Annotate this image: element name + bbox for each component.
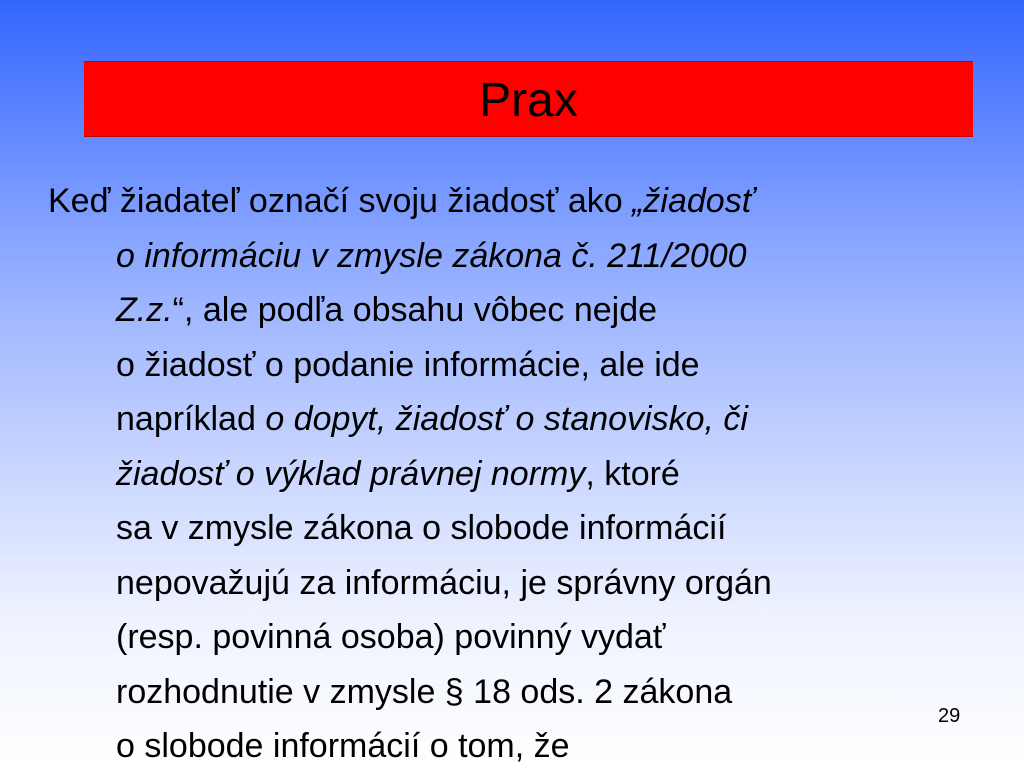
text-line-11 <box>48 719 948 768</box>
slide-title: Prax <box>479 74 578 127</box>
text-run: o žiadosť o podanie informácie, ale ide <box>116 345 700 384</box>
text-line-6 <box>48 447 948 502</box>
text-run: “, ale podľa obsahu vôbec nejde <box>172 291 658 329</box>
text-line-8 <box>48 556 948 611</box>
text-line-7 <box>48 501 948 556</box>
italic-run: o dopyt, žiadosť o stanovisko, či <box>265 400 748 438</box>
text-line-9 <box>48 610 948 665</box>
text-line-2 <box>48 229 948 284</box>
text-run: , ktoré <box>585 454 680 493</box>
text-run: Keď žiadateľ označí svoju žiadosť ako <box>48 182 633 220</box>
text-line-4 <box>48 338 948 393</box>
body-paragraph <box>48 174 948 768</box>
page-number: 29 <box>938 705 961 727</box>
text-line-3 <box>48 283 948 338</box>
italic-run: Z.z. <box>116 291 173 329</box>
italic-run: „žiadosť <box>632 182 754 220</box>
text-run: sa v zmysle zákona o slobode informácií <box>116 509 727 547</box>
title-bar <box>84 61 973 137</box>
italic-run: žiadosť o výklad právnej normy <box>116 454 586 493</box>
text-line-1 <box>48 174 948 229</box>
text-run: o slobode informácií o tom, že <box>116 727 570 765</box>
italic-run: o informáciu v zmysle zákona č. 211/2000 <box>116 236 747 275</box>
text-line-10 <box>48 665 948 720</box>
text-run: nepovažujú za informáciu, je správny orgán <box>116 563 772 602</box>
text-run: rozhodnutie v zmysle § 18 ods. 2 zákona <box>116 672 733 711</box>
text-run: (resp. povinná osoba) povinný vydať <box>116 618 666 656</box>
text-line-5 <box>48 392 948 447</box>
text-run: napríklad <box>116 400 266 438</box>
